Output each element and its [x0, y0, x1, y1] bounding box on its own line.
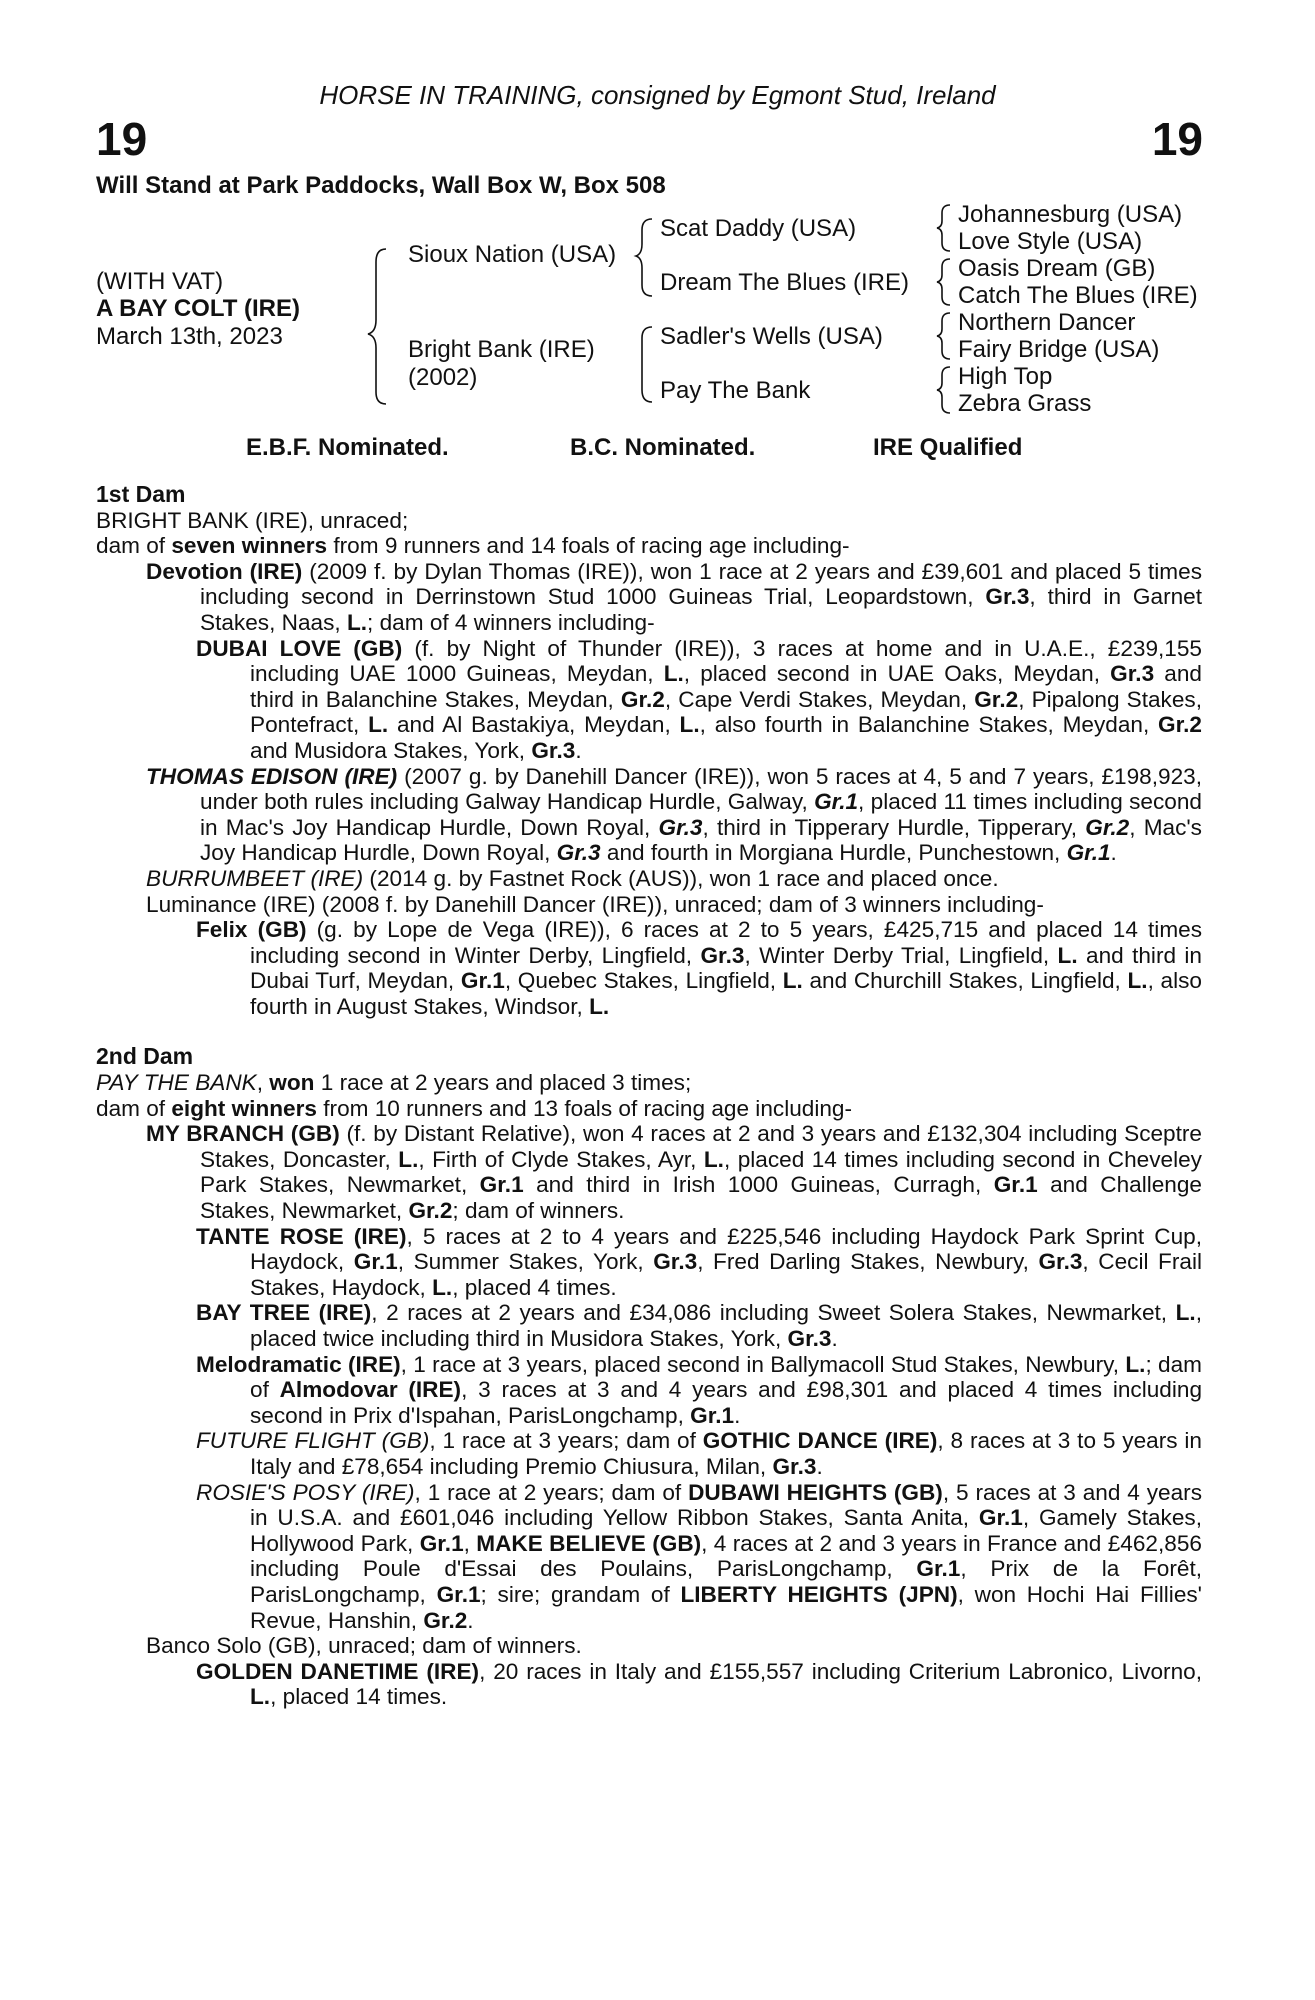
grandparent-7: High Top: [958, 363, 1053, 390]
entry-melodramatic: Melodramatic (IRE), 1 race at 3 years, placed second in Ballymacoll Stud Stakes, Newbury, L.; dam of Almodovar (IRE), 3 races at 3 and 4 years and £98,301 and placed 4 times including second in Prix d'Ispahan, ParisLongchamp, Gr.1.: [196, 1351, 1203, 1428]
lot-number-right: 19: [1151, 113, 1203, 165]
entry-luminance: Luminance (IRE) (2008 f. by Danehill Dancer (IRE)), unraced; dam of 3 winners including-: [146, 891, 1044, 917]
grandparent-4: Catch The Blues (IRE): [958, 282, 1198, 309]
foaling-date: March 13th, 2023: [96, 323, 283, 350]
grandparent-5: Northern Dancer: [958, 309, 1136, 336]
entry-bay-tree: BAY TREE (IRE), 2 races at 2 years and £34,086 including Sweet Solera Stakes, Newmarket, L., placed twice including third in Musidora Stakes, York, Gr.3.: [196, 1300, 1202, 1351]
entry-golden-danetime: GOLDEN DANETIME (IRE), 20 races in Italy and £155,557 including Criterium Labronico, Livorno, L., placed 14 times.: [196, 1658, 1202, 1710]
second-dam-produce-line: dam of eight winners from 10 runners and 13 foals of racing age including-: [96, 1095, 853, 1121]
grandparent-1: Johannesburg (USA): [958, 201, 1183, 228]
horse-name: A BAY COLT (IRE): [96, 295, 301, 322]
entry-rosies-posy: ROSIE'S POSY (IRE), 1 race at 2 years; dam of DUBAWI HEIGHTS (GB), 5 races at 3 and 4 years in U.S.A. and £601,046 including Yellow Ribbon Stakes, Santa Anita, Gr.1, Gamely Stakes, Hollywood Park, Gr.1, MAKE BELIEVE (GB), 4 races at 2 and 3 years in France and £462,856 including Poule d'Essai des Poulains, ParisLongchamp, Gr.1, Prix de la Forêt, ParisLongchamp, Gr.1; sire; grandam of LIBERTY HEIGHTS (JPN), won Hochi Hai Fillies' Revue, Hanshin, Gr.2.: [196, 1479, 1202, 1633]
ire-qualified: IRE Qualified: [873, 434, 1023, 461]
pedigree-braces: [0, 0, 1315, 430]
grandparent-3: Oasis Dream (GB): [958, 255, 1156, 282]
dam-dam: Pay The Bank: [660, 377, 811, 404]
brace-main: [368, 249, 386, 404]
entry-dubai-love: DUBAI LOVE (GB) (f. by Night of Thunder (IRE)), 3 races at home and in U.A.E., £239,155 including UAE 1000 Guineas, Meydan, L., placed second in UAE Oaks, Meydan, Gr.3 and third in Balanchine Stakes, Meydan, Gr.2, Cape Verdi Stakes, Meydan, Gr.2, Pipalong Stakes, Pontefract, L. and Al Bastakiya, Meydan, L., also fourth in Balanchine Stakes, Meydan, Gr.2 and Musidora Stakes, York, Gr.3.: [196, 635, 1202, 763]
ebf-nominated: E.B.F. Nominated.: [246, 434, 449, 461]
entry-my-branch: MY BRANCH (GB) (f. by Distant Relative), won 4 races at 2 and 3 years and £132,304 including Sceptre Stakes, Doncaster, L., Firth of Clyde Stakes, Ayr, L., placed 14 times including second in Cheveley Park Stakes, Newmarket, Gr.1 and third in Irish 1000 Guineas, Curragh, Gr.1 and Challenge Stakes, Newmarket, Gr.2; dam of winners.: [146, 1121, 1203, 1224]
lot-number-left: 19: [96, 113, 148, 165]
vat-note: (WITH VAT): [96, 268, 224, 295]
brace-g2: [937, 259, 950, 305]
grandparent-2: Love Style (USA): [958, 228, 1143, 255]
entry-devotion: Devotion (IRE) (2009 f. by Dylan Thomas (IRE)), won 1 race at 2 years and £39,601 and placed 5 times including second in Derrinstown Stud 1000 Guineas Trial, Leopardstown, Gr.3, third in Garnet Stakes, Naas, L.; dam of 4 winners including-: [146, 558, 1203, 635]
entry-felix: Felix (GB) (g. by Lope de Vega (IRE)), 6 races at 2 to 5 years, £425,715 and placed 14 times including second in Winter Derby, Lingfield, Gr.3, Winter Derby Trial, Lingfield, L. and third in Dubai Turf, Meydan, Gr.1, Quebec Stakes, Lingfield, L. and Churchill Stakes, Lingfield, L., also fourth in August Stakes, Windsor, L.: [196, 917, 1202, 1019]
second-dam-heading: 2nd Dam: [96, 1043, 194, 1070]
entry-thomas-edison: THOMAS EDISON (IRE) (2007 g. by Danehill Dancer (IRE)), won 5 races at 4, 5 and 7 years, £198,923, under both rules including Galway Handicap Hurdle, Galway, Gr.1, placed 11 times including second in Mac's Joy Handicap Hurdle, Down Royal, Gr.3, third in Tipperary Hurdle, Tipperary, Gr.2, Mac's Joy Handicap Hurdle, Down Royal, Gr.3 and fourth in Morgiana Hurdle, Punchestown, Gr.1.: [146, 763, 1202, 866]
dam: Bright Bank (IRE): [408, 336, 595, 363]
brace-sire: [636, 219, 652, 296]
brace-g1: [937, 205, 950, 251]
sire-sire: Scat Daddy (USA): [660, 215, 857, 242]
brace-g4: [937, 367, 950, 413]
dam-produce-record: [96, 482, 1202, 1710]
grandparent-8: Zebra Grass: [958, 390, 1092, 417]
brace-g3: [937, 313, 950, 359]
sire-dam: Dream The Blues (IRE): [660, 269, 909, 296]
entry-banco-solo: Banco Solo (GB), unraced; dam of winners.: [146, 1633, 582, 1659]
grandparent-6: Fairy Bridge (USA): [958, 336, 1160, 363]
dam-sire: Sadler's Wells (USA): [660, 323, 883, 350]
consignment-line: HORSE IN TRAINING, consigned by Egmont Stud, Ireland: [319, 80, 996, 110]
first-dam-heading: 1st Dam: [96, 481, 186, 507]
second-dam-line: PAY THE BANK, won 1 race at 2 years and placed 3 times;: [96, 1070, 692, 1096]
entry-future-flight: FUTURE FLIGHT (GB), 1 race at 3 years; dam of GOTHIC DANCE (IRE), 8 races at 3 to 5 years in Italy and £78,654 including Premio Chiusura, Milan, Gr.3.: [196, 1428, 1202, 1479]
first-dam-line: BRIGHT BANK (IRE), unraced;: [96, 507, 409, 533]
brace-dam: [642, 327, 652, 402]
entry-burrumbeet: BURRUMBEET (IRE) (2014 g. by Fastnet Rock (AUS)), won 1 race and placed once.: [146, 865, 999, 891]
first-dam-produce-line: dam of seven winners from 9 runners and 14 foals of racing age including-: [96, 533, 850, 559]
stand-location: Will Stand at Park Paddocks, Wall Box W, Box 508: [96, 172, 666, 199]
sire: Sioux Nation (USA): [408, 241, 617, 268]
entry-tante-rose: TANTE ROSE (IRE), 5 races at 2 to 4 years and £225,546 including Haydock Park Sprint Cup, Haydock, Gr.1, Summer Stakes, York, Gr.3, Fred Darling Stakes, Newbury, Gr.3, Cecil Frail Stakes, Haydock, L., placed 4 times.: [196, 1223, 1202, 1300]
bc-nominated: B.C. Nominated.: [570, 434, 756, 461]
dam-year: (2002): [408, 364, 478, 391]
